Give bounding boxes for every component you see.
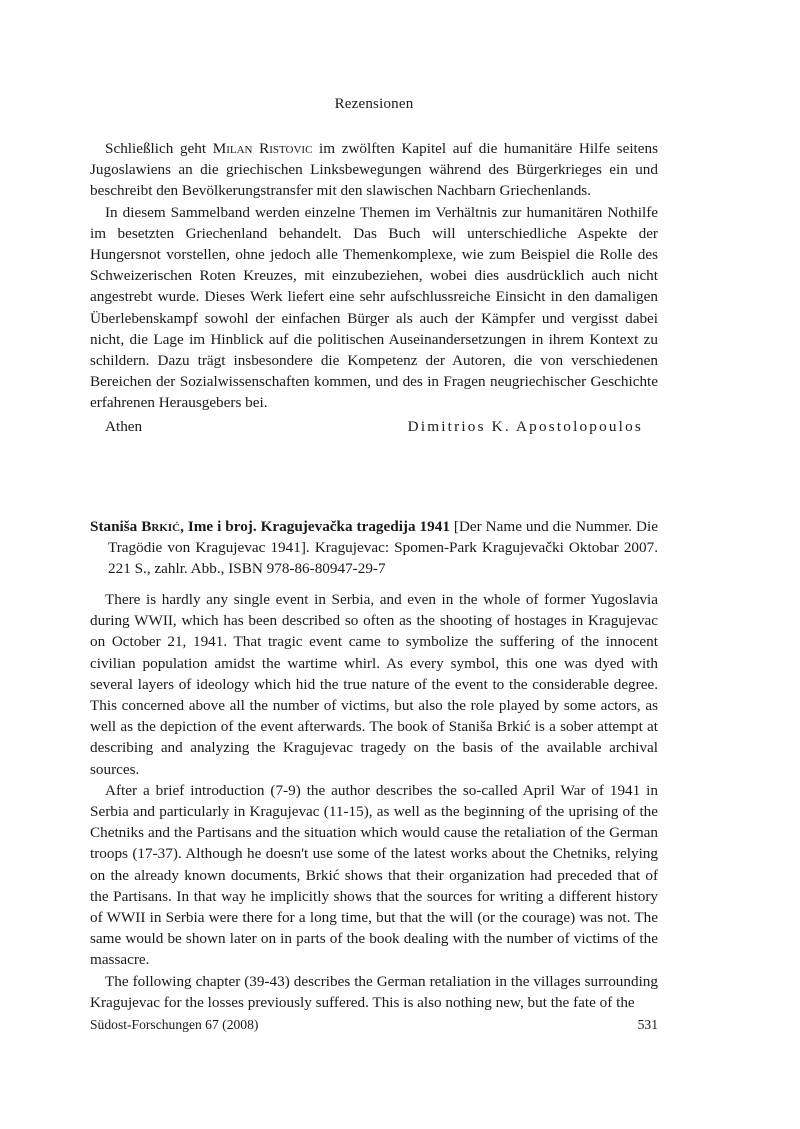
review-one-body bbox=[90, 138, 658, 414]
citation-details: [Der Name und die Nummer. Die Tragödie von Kragujevac 1941]. Kragujevac: Spomen-Park Kragujevački Oktobar 2007. 221 S., zahlr. Abb., ISBN 978-86-80947-29-7 bbox=[108, 518, 658, 578]
citation-book-title: , Ime i broj. Kragujevačka tragedija 1941 bbox=[180, 518, 450, 535]
paragraph-continuation: im zwölften Kapitel auf die humanitäre Hilfe seitens Jugoslawiens an die griechischen Linksbewegungen während des Bürgerkrieges ein und beschreibt den Bevölkerungstransfer mit den slawischen Nachbarn Griechenlands. bbox=[90, 140, 659, 200]
signature-reviewer: Dimitrios K. Apostolopoulos bbox=[407, 418, 643, 435]
review-one-paragraph-2: In diesem Sammelband werden einzelne Themen im Verhältnis zur humanitären Nothilfe im besetzten Griechenland behandelt. Das Buch will unterschiedliche Aspekte der Hungersnot vorstellen, ohne jedoch alle Themenkomplexe, wie zum Beispiel die Rolle des Schweizerischen Roten Kreuzes, mit einzubeziehen, wobei dies ausdrücklich auch nicht angestrebt wurde. Dieses Werk liefert eine sehr aufschlussreiche Einsicht in den damaligen Überlebenskampf sowohl der einfachen Bürger als auch der Kämpfer und vergisst dabei nicht, die Lage im Hinblick auf die politischen Auseinandersetzungen in ihrem Kontext zu schildern. Dazu trägt insbesondere die Kompetenz der Autoren, die von verschiedenen Bereichen der Sozialwissenschaften kommen, und des in Fragen neugriechischer Geschichte erfahrenen Herausgebers bei. bbox=[90, 203, 658, 412]
signature-place: Athen bbox=[105, 418, 143, 435]
review-two-paragraph-3: The following chapter (39-43) describes the German retaliation in the villages surrounding Kragujevac for the losses previously suffered. This is also nothing new, but the fate of the bbox=[90, 972, 658, 1011]
running-head: Rezensionen bbox=[334, 96, 414, 112]
journal-reference: Südost-Forschungen 67 (2008) bbox=[90, 1017, 259, 1032]
citation-author-surname: Brkić bbox=[141, 518, 181, 535]
author-name: Milan Ristovic bbox=[212, 140, 313, 157]
review-two-paragraph-2: After a brief introduction (7-9) the author describes the so-called April War of 1941 in Serbia and particularly in Kragujevac (11-15), as well as the beginning of the uprising of the Chetniks and the Partisans and the situation which would cause the retaliation of the German troops (17-37). Although he doesn't use some of the latest works about the Chetniks, relying on the already known documents, Brkić shows that their organization had preceded that of the Partisans. In that way he implicitly shows that the sources for writing a different history of WWII in Serbia were there for a long time, but that the will (or the courage) was not. The same would be shown later on in parts of the book dealing with the number of victims of the massacre. bbox=[90, 781, 658, 969]
review-one-paragraph-1 bbox=[90, 138, 658, 202]
paragraph-lead-text: Schließlich geht bbox=[105, 140, 213, 157]
review-two-citation bbox=[90, 516, 658, 580]
review-two-paragraph-1: There is hardly any single event in Serbia, and even in the whole of former Yugoslavia during WWII, which has been described so often as the shooting of hostages in Kragujevac on October 21, 1941. That tragic event came to symbolize the suffering of the innocent civilian population amidst the wartime whirl. As every symbol, this one was dyed with several layers of ideology which hid the true nature of the event to the considerable degree. This concerned above all the number of victims, but also the role played by some actors, as well as the depiction of the event afterwards. The book of Staniša Brkić is a sober attempt at describing and analyzing the Kragujevac tragedy on the basis of the available archival sources. bbox=[90, 591, 658, 778]
citation-author-first-name: Staniša bbox=[90, 518, 142, 535]
review-two-body bbox=[90, 589, 658, 1013]
page-number: 531 bbox=[637, 1017, 658, 1032]
